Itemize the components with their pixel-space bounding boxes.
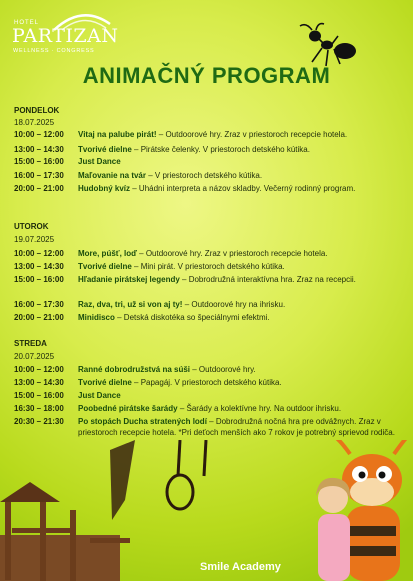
event-title: Po stopách Ducha stratených lodí: [78, 417, 207, 426]
event-desc: – Outdoorové hry. Zraz v priestoroch recepcie hotela.: [136, 249, 328, 258]
event-desc: – Outdoorové hry. Zraz v priestoroch recepcie hotela.: [156, 130, 348, 139]
event-time: 15:00 – 16:00: [14, 275, 64, 284]
event-desc: – V priestoroch detského kútika.: [146, 171, 263, 180]
event-desc: – Pirátske čelenky. V priestoroch detského kútika.: [131, 145, 310, 154]
event-desc: – Dobrodružná interaktívna hra. Zraz na recepcii.: [179, 275, 356, 284]
day-date: 18.07.2025: [14, 118, 55, 127]
event-desc: – Uhádni interpreta a názov skladby. Večerný rodinný program.: [130, 184, 356, 193]
event-time: 15:00 – 16:00: [14, 157, 64, 166]
day-date: 19.07.2025: [14, 235, 55, 244]
event-desc: – Outdoorové hry.: [190, 365, 256, 374]
event-row: [14, 156, 406, 167]
wooden-playground-icon: [0, 440, 135, 581]
event-row: [14, 403, 406, 414]
event-title: Minidisco: [78, 313, 115, 322]
event-title: Hľadanie pirátskej legendy: [78, 275, 180, 284]
event-row: [14, 183, 406, 194]
day-name: STREDA: [14, 339, 47, 348]
event-time: 10:00 – 12:00: [14, 365, 64, 374]
event-time: 13:00 – 14:30: [14, 378, 64, 387]
event-title: Ranné dobrodružstvá na súši: [78, 365, 191, 374]
event-title: Vitaj na palube pirát!: [78, 130, 157, 139]
event-row: [14, 248, 406, 259]
event-desc: – Dobrodružná nočná hra pre odvážnych. Zraz v priestoroch recepcie hotela. *Pri deťoch menších ako 7 rokov je potrebný sprievod rodiča.: [78, 417, 395, 437]
logo-subtitle-text: WELLNESS · CONGRESS: [13, 48, 95, 54]
event-title: Tvorivé dielne: [78, 378, 132, 387]
event-time: 16:00 – 17:30: [14, 300, 64, 309]
event-title: More, púšť, loď: [78, 249, 137, 258]
event-time: 20:30 – 21:30: [14, 417, 64, 426]
child-figure-icon: [316, 478, 350, 581]
event-desc: – Detská diskotéka so špeciálnymi efektmi.: [114, 313, 270, 322]
event-row: [14, 129, 406, 140]
event-row: [14, 416, 406, 438]
event-time: 20:00 – 21:00: [14, 313, 64, 322]
event-title: Hudobný kvíz: [78, 184, 131, 193]
logo-name-text: PARTIZAN: [12, 25, 119, 47]
event-desc: – Outdoorové hry na ihrisku.: [182, 300, 286, 309]
event-time: 20:00 – 21:00: [14, 184, 64, 193]
event-row: [14, 274, 406, 285]
event-time: 16:30 – 18:00: [14, 404, 64, 413]
logo-hotel-text: HOTEL: [14, 20, 40, 26]
playground-scene-illustration: [0, 440, 413, 581]
event-time: 10:00 – 12:00: [14, 249, 64, 258]
page-title: ANIMAČNÝ PROGRAM: [82, 63, 331, 88]
event-time: 16:00 – 17:30: [14, 171, 64, 180]
footer-brand: Smile Academy: [200, 561, 281, 573]
event-title: Raz, dva, tri, už si von aj ty!: [78, 300, 183, 309]
hanging-rings-icon: [167, 440, 206, 509]
event-row: [14, 364, 406, 375]
hotel-logo: [12, 10, 132, 56]
event-time: 10:00 – 12:00: [14, 130, 64, 139]
event-row: [14, 299, 406, 310]
event-title: Tvorivé dielne: [78, 262, 132, 271]
event-row: [14, 377, 406, 388]
day-date: 20.07.2025: [14, 352, 55, 361]
event-row: [14, 170, 406, 181]
event-title: Tvorivé dielne: [78, 145, 132, 154]
event-desc: – Šarády a kolektívne hry. Na outdoor ihrisku.: [177, 404, 342, 413]
event-time: 15:00 – 16:00: [14, 391, 64, 400]
event-row: [14, 261, 406, 272]
event-title: Just Dance: [78, 157, 121, 166]
event-row: [14, 390, 406, 401]
event-row: [14, 144, 406, 155]
event-title: Poobedné pirátske šarády: [78, 404, 178, 413]
event-time: 13:00 – 14:30: [14, 145, 64, 154]
event-time: 13:00 – 14:30: [14, 262, 64, 271]
event-row: [14, 312, 406, 323]
event-title: Just Dance: [78, 391, 121, 400]
event-desc: – Mini pirát. V priestoroch detského kútika.: [131, 262, 285, 271]
day-name: PONDELOK: [14, 106, 60, 115]
event-desc: – Papagáj. V priestoroch detského kútika.: [131, 378, 282, 387]
event-title: Maľovanie na tvár: [78, 171, 146, 180]
day-name: UTOROK: [14, 222, 49, 231]
